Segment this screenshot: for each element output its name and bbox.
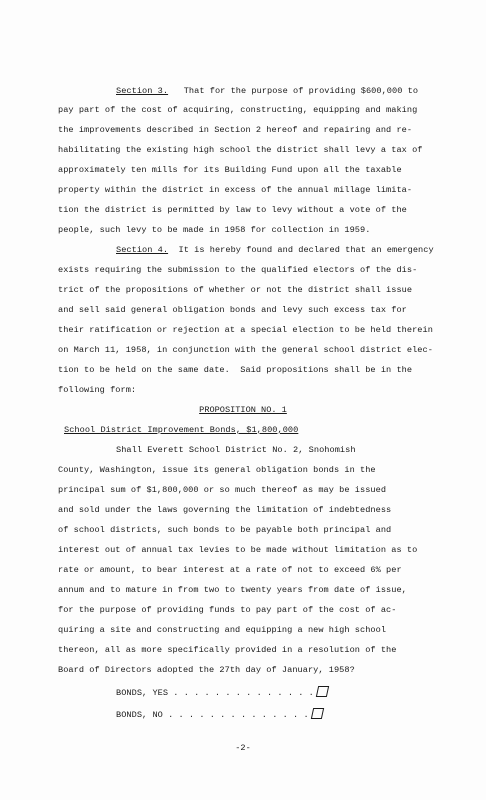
- proposition-line-3: and sold under the laws governing the limitation of indebtedness: [58, 505, 392, 515]
- vote-no-row: [116, 708, 323, 720]
- section-3-heading: Section 3.: [116, 86, 169, 96]
- proposition-subtitle: School District Improvement Bonds, $1,800,000: [64, 425, 299, 435]
- section-4-line-1: exists requiring the submission to the qualified electors of the dis-: [58, 265, 418, 275]
- vote-no-checkbox[interactable]: [311, 708, 324, 719]
- section-4-line-7: following form:: [58, 385, 137, 395]
- section-4-first-line: [116, 245, 434, 255]
- proposition-line-8: for the purpose of providing funds to pay part of the cost of ac-: [58, 605, 397, 615]
- proposition-subtitle-wrap: [64, 425, 298, 435]
- vote-yes-label: BONDS, YES . . . . . . . . . . . . . .: [116, 688, 314, 698]
- vote-yes-row: [116, 686, 328, 698]
- section-4-line-4: their ratification or rejection at a special election to be held therein: [58, 325, 433, 335]
- proposition-line-11: Board of Directors adopted the 27th day of January, 1958?: [58, 665, 355, 675]
- vote-no-label: BONDS, NO . . . . . . . . . . . . . .: [116, 710, 309, 720]
- section-4-line-2: trict of the propositions of whether or not the district shall issue: [58, 285, 413, 295]
- section-3-line-7: people, such levy to be made in 1958 for collection in 1959.: [58, 225, 371, 235]
- proposition-line-6: rate or amount, to bear interest at a rate of not to exceed 6% per: [58, 565, 402, 575]
- proposition-line-9: quiring a site and constructing and equipping a new high school: [58, 625, 387, 635]
- vote-yes-checkbox[interactable]: [316, 686, 329, 697]
- page-number: -2-: [235, 743, 251, 753]
- proposition-title-wrap: [0, 405, 486, 415]
- proposition-title: PROPOSITION NO. 1: [199, 405, 287, 415]
- section-4-line-5: on March 11, 1958, in conjunction with the general school district elec-: [58, 345, 433, 355]
- section-3-line-0: That for the purpose of providing $600,000 to: [183, 86, 419, 96]
- section-4-line-3: and sell said general obligation bonds and levy such excess tax for: [58, 305, 407, 315]
- section-4-heading: Section 4.: [116, 245, 169, 255]
- section-4-line-6: tion to be held on the same date. Said propositions shall be in the: [58, 365, 413, 375]
- section-3-line-6: tion the district is permitted by law to levy without a vote of the: [58, 205, 407, 215]
- proposition-line-10: thereon, all as more specifically provided in a resolution of the: [58, 645, 397, 655]
- section-3-line-3: habilitating the existing high school the district shall levy a tax of: [58, 145, 423, 155]
- proposition-line-2: principal sum of $1,800,000 or so much thereof as may be issued: [58, 485, 387, 495]
- proposition-line-4: of school districts, such bonds to be payable both principal and: [58, 525, 392, 535]
- section-3-line-4: approximately ten mills for its Building Fund upon all the taxable: [58, 165, 402, 175]
- proposition-line-7: annum and to mature in from two to twenty years from date of issue,: [58, 585, 407, 595]
- section-3-line-1: pay part of the cost of acquiring, constructing, equipping and making: [58, 105, 418, 115]
- proposition-line-1: County, Washington, issue its general obligation bonds in the: [58, 465, 376, 475]
- section-3-line-5: property within the district in excess of the annual millage limita-: [58, 185, 413, 195]
- section-4-line-0: It is hereby found and declared that an emergency: [178, 245, 434, 255]
- section-3-line-2: the improvements described in Section 2 hereof and repairing and re-: [58, 125, 413, 135]
- proposition-line-0: Shall Everett School District No. 2, Snohomish: [116, 445, 356, 455]
- section-3-first-line: [116, 86, 418, 96]
- proposition-line-5: interest out of annual tax levies to be made without limitation as to: [58, 545, 418, 555]
